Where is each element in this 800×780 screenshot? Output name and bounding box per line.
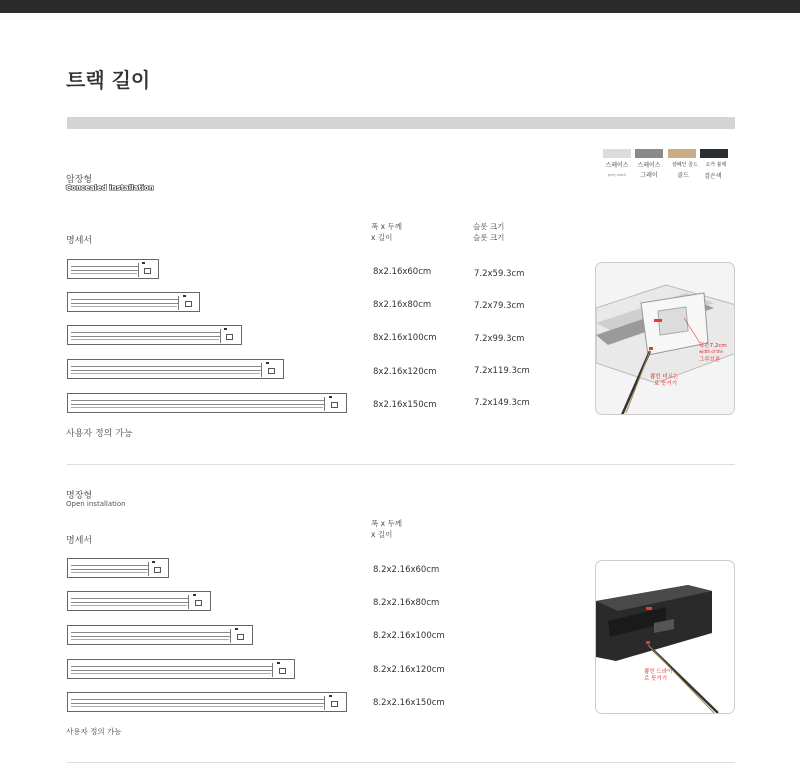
photo-callout: 뽑힌 미르는 xyxy=(650,374,679,380)
section-title-concealed: 암장형 xyxy=(66,175,93,185)
column-header-line: x 길이 xyxy=(371,530,393,539)
column-header-line: 폭 x 두께 xyxy=(371,519,402,528)
column-header-size xyxy=(371,221,402,243)
dimension-value: 8x2.16x150cm xyxy=(373,400,437,410)
photo-callout: width of the xyxy=(699,349,723,354)
spec-label: 명세서 xyxy=(66,536,93,546)
section-divider xyxy=(67,464,735,465)
section-divider xyxy=(67,762,735,763)
swatch-space-grey[interactable] xyxy=(635,149,663,158)
dimension-value: 8x2.16x80cm xyxy=(373,300,432,310)
track-illustration xyxy=(67,692,347,712)
swatch-label: 스페이스 xyxy=(637,162,661,169)
page-title: 트랙 길이 xyxy=(66,68,151,92)
dimension-value: 8.2x2.16x120cm xyxy=(373,665,445,675)
track-illustration xyxy=(67,393,347,413)
track-illustration xyxy=(67,591,211,611)
swatch-label: 오카 블랙 xyxy=(705,162,727,168)
swatch-space[interactable] xyxy=(603,149,631,158)
column-header-size xyxy=(371,518,402,540)
track-illustration xyxy=(67,292,200,312)
photo-callout: 폭은7.2cm xyxy=(699,343,727,349)
column-header-slot xyxy=(473,221,504,243)
dimension-value: 8.2x2.16x150cm xyxy=(373,698,445,708)
dimension-value: 8x2.16x100cm xyxy=(373,333,437,343)
swatch-sublabel: grey stack xyxy=(607,173,627,177)
customizable-note: 사용자 정의 가능 xyxy=(66,429,133,439)
dimension-value: 8x2.16x60cm xyxy=(373,267,432,277)
track-illustration xyxy=(67,359,284,379)
column-header-line: 슬롯 크기 xyxy=(473,222,505,231)
photo-callout: 로 뜻거기 xyxy=(654,381,678,387)
top-bar xyxy=(0,0,800,13)
swatch-black[interactable] xyxy=(700,149,728,158)
track-illustration xyxy=(67,325,242,345)
section-subtitle-concealed: Concealed installation xyxy=(66,184,154,192)
swatch-sublabel: 골드 xyxy=(677,172,689,179)
swatch-label: 스페이스 xyxy=(605,162,629,169)
dimension-value: 8x2.16x120cm xyxy=(373,367,437,377)
track-illustration xyxy=(67,558,169,578)
track-illustration xyxy=(67,625,253,645)
open-install-photo xyxy=(595,560,735,714)
customizable-note: 사용자 정의 가능 xyxy=(66,727,122,736)
swatch-sublabel: 그레이 xyxy=(640,172,658,179)
slot-value: 7.2x149.3cm xyxy=(474,398,530,408)
swatch-label: 샴페인 골드 xyxy=(672,162,698,168)
column-header-line: 폭 x 두께 xyxy=(371,222,402,231)
dimension-value: 8.2x2.16x100cm xyxy=(373,631,445,641)
track-photo-illustration xyxy=(596,263,735,415)
column-header-line: 슬롯 크기 xyxy=(473,233,505,242)
title-divider-bar xyxy=(67,117,735,129)
photo-callout: 뽑힌 드라이 xyxy=(644,669,673,675)
slot-value: 7.2x99.3cm xyxy=(474,334,525,344)
track-illustration xyxy=(67,259,159,279)
slot-value: 7.2x119.3cm xyxy=(474,366,530,376)
spec-label: 명세서 xyxy=(66,236,93,246)
track-photo-illustration xyxy=(596,561,735,714)
photo-callout: 로 뜻거기 xyxy=(644,676,668,682)
swatch-sublabel: 검은색 xyxy=(704,173,722,180)
slot-value: 7.2x59.3cm xyxy=(474,269,525,279)
dimension-value: 8.2x2.16x60cm xyxy=(373,565,440,575)
swatch-gold[interactable] xyxy=(668,149,696,158)
photo-callout: 그루브폰 xyxy=(699,357,721,363)
concealed-install-photo xyxy=(595,262,735,415)
section-subtitle-open: Open installation xyxy=(66,500,126,508)
section-title-open: 명장형 xyxy=(66,491,93,501)
column-header-line: x 길이 xyxy=(371,233,393,242)
track-illustration xyxy=(67,659,295,679)
slot-value: 7.2x79.3cm xyxy=(474,301,525,311)
dimension-value: 8.2x2.16x80cm xyxy=(373,598,440,608)
